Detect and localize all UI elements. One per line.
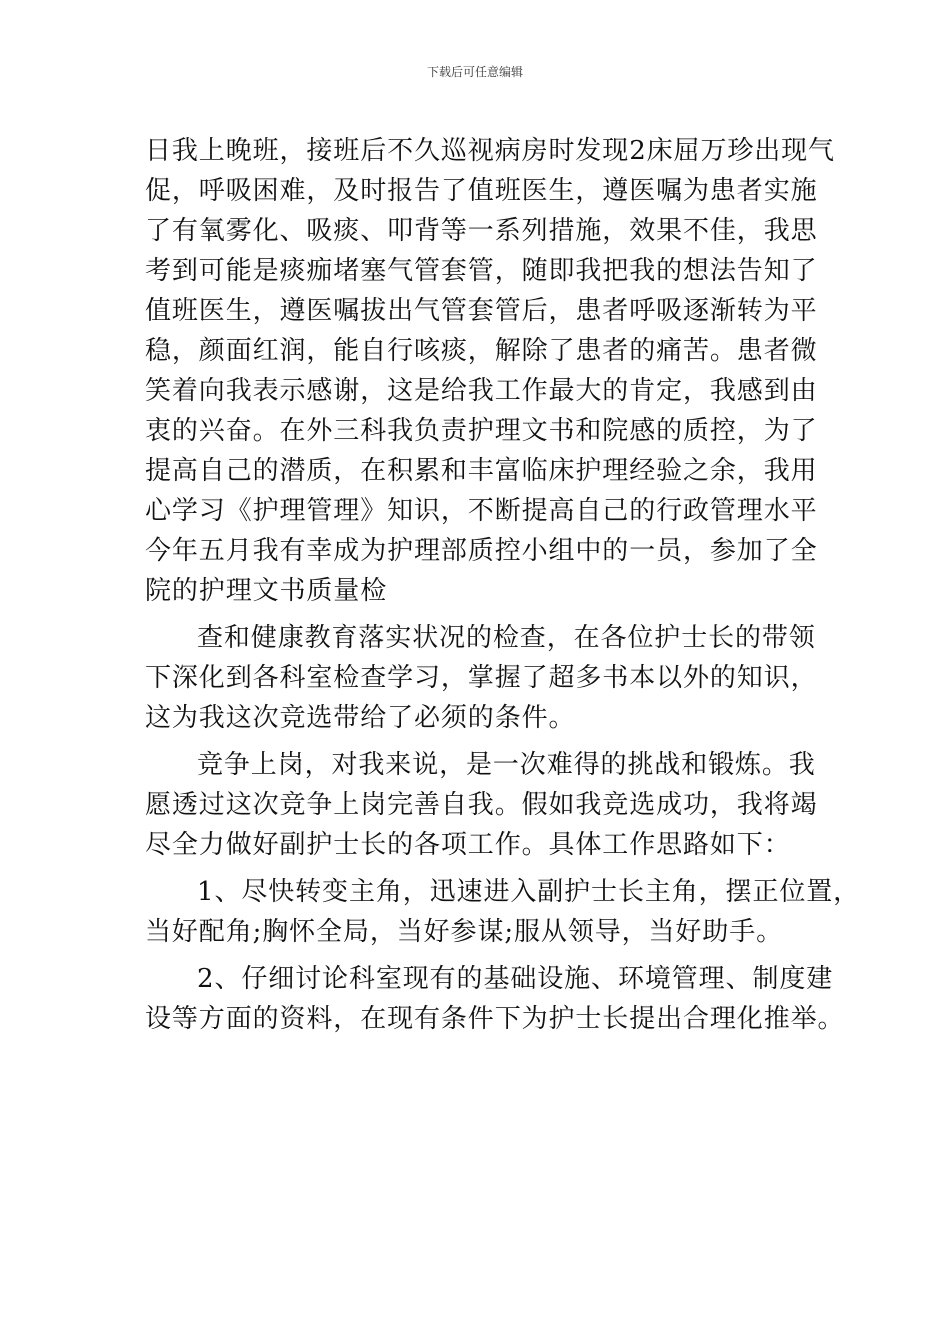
text-line: 2、仔细讨论科室现有的基础设施、环境管理、制度建 [197, 964, 834, 994]
text-line: 愿透过这次竞争上岗完善自我。假如我竞选成功，我将竭 [145, 790, 818, 820]
page-header: 下载后可任意编辑 [426, 65, 523, 79]
paragraph-2 [145, 618, 818, 738]
text-line: 值班医生，遵医嘱拔出气管套管后，患者呼吸逐渐转为平 [145, 296, 818, 326]
text-line: 心学习《护理管理》知识，不断提高自己的行政管理水平 [145, 496, 818, 526]
text-line: 当好配角;胸怀全局，当好参谋;服从领导，当好助手。 [145, 917, 784, 947]
text-line: 院的护理文书质量检 [145, 576, 388, 606]
text-line: 尽全力做好副护士长的各项工作。具体工作思路如下： [145, 830, 791, 860]
text-line: 笑着向我表示感谢，这是给我工作最大的肯定，我感到由 [145, 376, 818, 406]
text-line: 日我上晚班，接班后不久巡视病房时发现2床屈万珍出现气 [145, 136, 835, 166]
text-line: 了有氧雾化、吸痰、叩背等一系列措施，效果不佳，我思 [145, 216, 818, 246]
document-body [145, 131, 861, 1046]
text-line: 考到可能是痰痂堵塞气管套管，随即我把我的想法告知了 [145, 256, 818, 286]
paragraph-4 [145, 872, 861, 952]
text-line: 这为我这次竞选带给了必须的条件。 [145, 703, 576, 733]
paragraph-3 [145, 745, 818, 865]
paragraph-5 [145, 959, 845, 1039]
text-line: 今年五月我有幸成为护理部质控小组中的一员，参加了全 [145, 536, 818, 566]
text-line: 设等方面的资料，在现有条件下为护士长提出合理化推举。 [145, 1004, 845, 1034]
text-line: 稳，颜面红润，能自行咳痰，解除了患者的痛苦。患者微 [145, 336, 818, 366]
text-line: 竞争上岗，对我来说，是一次难得的挑战和锻炼。我 [197, 750, 816, 780]
text-line: 查和健康教育落实状况的检查，在各位护士长的带领 [197, 623, 816, 653]
paragraph-1 [145, 131, 835, 611]
text-line: 衷的兴奋。在外三科我负责护理文书和院感的质控，为了 [145, 416, 818, 446]
text-line: 1、尽快转变主角，迅速进入副护士长主角，摆正位置， [197, 877, 861, 907]
text-line: 提高自己的潜质，在积累和丰富临床护理经验之余，我用 [145, 456, 818, 486]
text-line: 下深化到各科室检查学习，掌握了超多书本以外的知识， [145, 663, 818, 693]
text-line: 促，呼吸困难，及时报告了值班医生，遵医嘱为患者实施 [145, 176, 818, 206]
